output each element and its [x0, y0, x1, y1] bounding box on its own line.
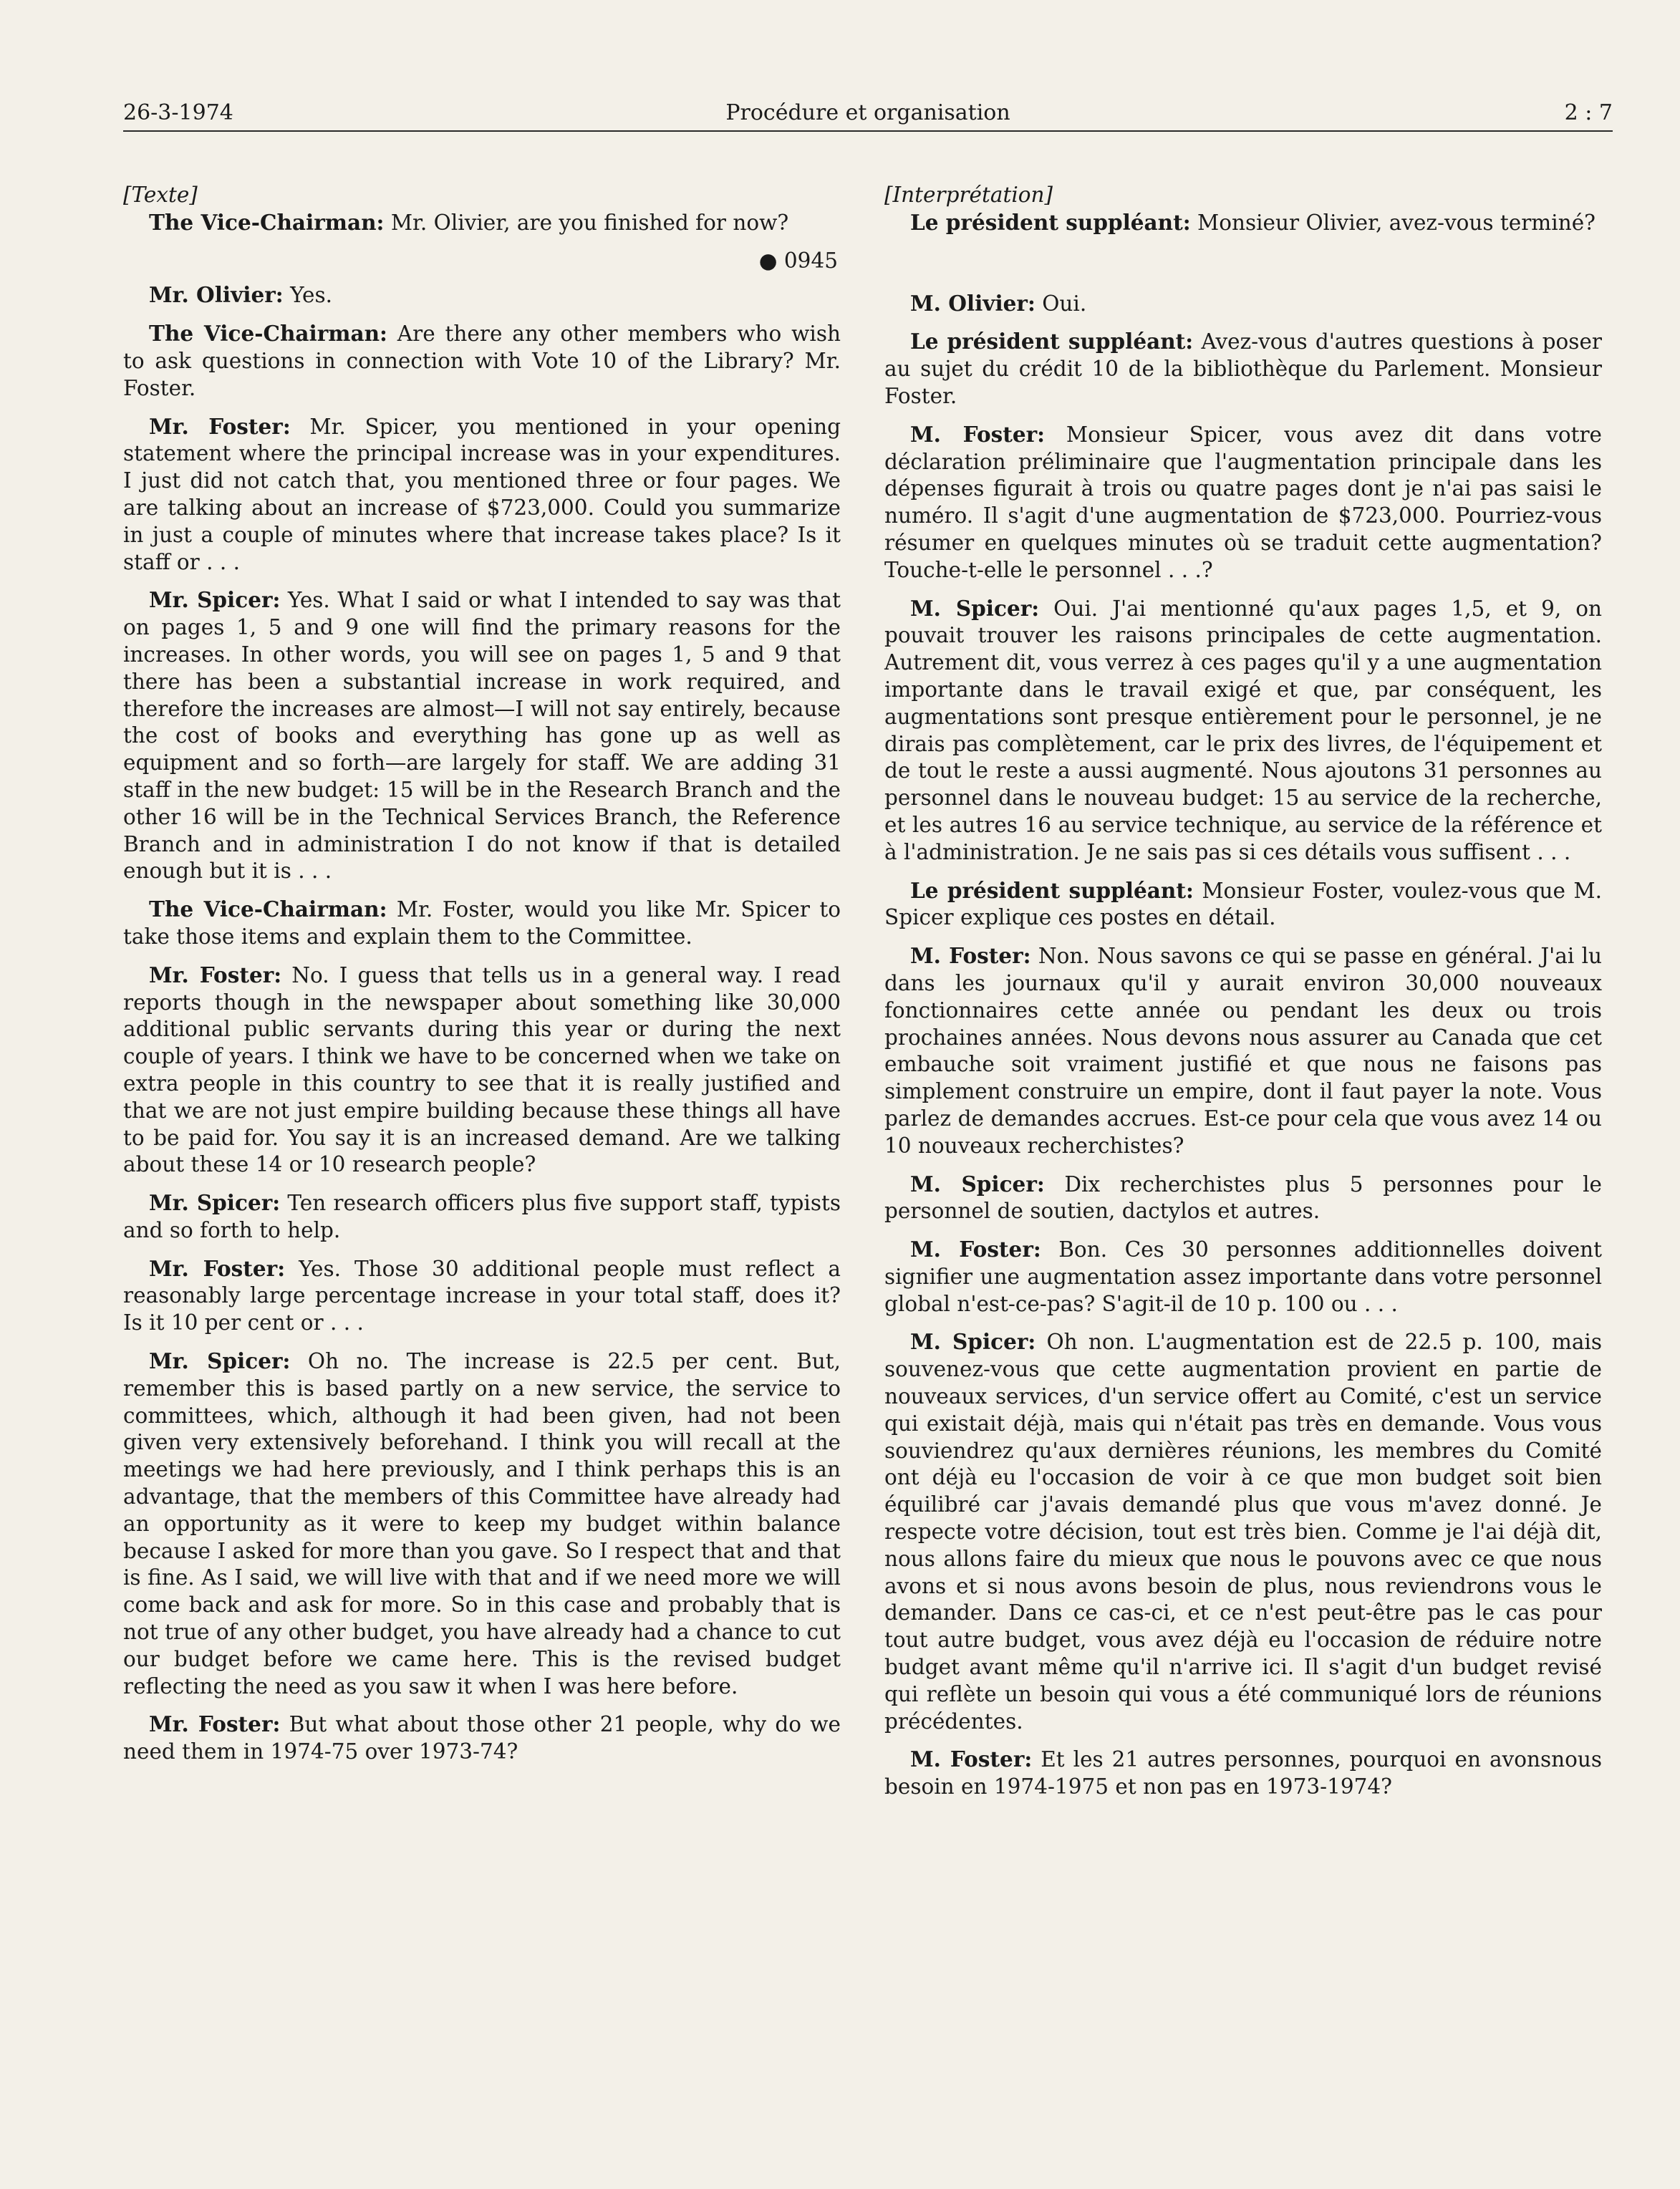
paragraph: [884, 209, 1602, 237]
header-page-number: 2 : 7: [1564, 100, 1613, 125]
speech-text: Yes. What I said or what I intended to say was that on pages 1, 5 and 9 one will find the primary reasons for the increases. In other words, you will see on pages 1, 5 and 9 that there has been a substantial increase in work required, and therefore the increases are almost—I will not say entirely, because the cost of books and everything has gone up as well as equipment and so forth—are largely for staff. We are adding 31 staff in the new budget: 15 will be in the Research Branch and the other 16 will be in the Technical Services Branch, the Reference Branch and in administration I do not know if that is detailed enough but it is . . .: [123, 588, 841, 884]
speech-text: Monsieur Foster, voulez-vous que M. Spicer explique ces postes en détail.: [884, 878, 1603, 930]
paragraph: [123, 320, 841, 402]
speaker: M. Olivier:: [910, 290, 1035, 316]
speech-text: Oui.: [1035, 291, 1087, 316]
speech-text: Oh non. L'augmentation est de 22.5 p. 100, mais souvenez-vous que cette augmentation provient en partie de nouveaux services, d'un service offert au Comité, c'est un service qui existait déjà, mais qui n'était pas très en demande. Vous vous souviendrez qu'aux dernières réunions, les membres du Comité ont déjà eu l'occasion de voir à ce que mon budget soit bien équilibré car j'avais demandé plus que vous m'avez donné. Je respecte votre décision, tout est très bien. Comme je l'ai déjà dit, nous allons faire du mieux que nous le pouvons avec ce que nous avons et si nous avons besoin de plus, nous reviendrons vous le demander. Dans ce cas-ci, et ce n'est peut-être pas le cas pour tout autre budget, vous avez déjà eu l'occasion de réduire notre budget avant même qu'il n'arrive ici. Il s'agit d'un budget revisé qui reflète un besoin qui vous a été communiqué lors de réunions précédentes.: [884, 1330, 1602, 1734]
speaker: Mr. Spicer:: [149, 1190, 281, 1216]
paragraph: [884, 328, 1602, 410]
paragraph: [884, 877, 1602, 932]
paragraph: [884, 1171, 1602, 1226]
speaker: M. Spicer:: [910, 1171, 1045, 1197]
speech-text: But what about those other 21 people, why do we need them in 1974-75 over 1973-74?: [123, 1712, 841, 1764]
paragraph: [884, 942, 1602, 1159]
paragraph: [884, 1746, 1602, 1801]
speech-text: Oui. J'ai mentionné qu'aux pages 1,5, et 9, on pouvait trouver les raisons principales de cette augmentation. Autrement dit, vous verrez à ces pages qu'il y a une augmentation importante dans le travail exigé et que, par conséquent, les augmentations sont presque entièrement pour le personnel, je ne dirais pas complètement, car le prix des livres, de l'équipement et de tout le reste a aussi augmenté. Nous ajoutons 31 personnes au personnel dans le nouveau budget: 15 au service de la recherche, et les autres 16 au service technique, au service de la référence et à l'administration. Je ne sais pas si ces détails vous suffisent . . .: [884, 596, 1603, 864]
speaker: M. Spicer:: [910, 595, 1040, 621]
speaker: Mr. Foster:: [149, 962, 282, 987]
speaker: The Vice-Chairman:: [149, 897, 387, 922]
header-date: 26-3-1974: [123, 100, 233, 125]
paragraph: [123, 586, 841, 885]
french-column: [884, 182, 1602, 1812]
speaker: M. Foster:: [910, 421, 1046, 447]
speech-text: Yes. Those 30 additional people must reflect a reasonably large percentage increase in your total staff, does it? Is it 10 per cent or . . .: [123, 1256, 841, 1335]
paragraph: [884, 595, 1602, 866]
column-label: [Interprétation]: [884, 183, 1053, 207]
speech-text: Yes.: [283, 283, 332, 308]
paragraph: [884, 1236, 1602, 1318]
speaker: Mr. Spicer:: [149, 1348, 291, 1374]
speaker: Le président suppléant:: [910, 329, 1194, 354]
speech-text: Are there any other members who wish to ask questions in connection with Vote 10 of the Library? Mr. Foster.: [123, 322, 841, 400]
paragraph: [884, 1328, 1602, 1735]
speech-text: Mr. Olivier, are you finished for now?: [384, 210, 789, 235]
speaker: M. Foster:: [910, 943, 1031, 969]
speaker: Mr. Foster:: [149, 413, 291, 439]
speaker: Mr. Spicer:: [149, 587, 281, 613]
paragraph: [123, 1711, 841, 1766]
header-title: Procédure et organisation: [725, 100, 1010, 125]
speaker: Mr. Foster:: [149, 1255, 286, 1281]
paragraph: [123, 281, 841, 309]
paragraph: [884, 421, 1602, 584]
speaker: Le président suppléant:: [910, 209, 1191, 235]
speech-text: Mr. Foster, would you like Mr. Spicer to take those items and explain them to the Committee.: [123, 897, 841, 949]
speech-text: Monsieur Olivier, avez-vous terminé?: [1190, 210, 1595, 235]
paragraph: [884, 290, 1602, 318]
page-header: [123, 96, 1613, 132]
time-marker: ● 0945: [758, 248, 838, 273]
speech-text: Avez-vous d'autres questions à poser au sujet du crédit 10 de la bibliothèque du Parlement. Monsieur Foster.: [884, 329, 1603, 408]
speaker: The Vice-Chairman:: [149, 209, 385, 235]
paragraph: [123, 413, 841, 576]
paragraph: [123, 1348, 841, 1700]
speech-text: Et les 21 autres personnes, pourquoi en avonsnous besoin en 1974-1975 et non pas en 1973-1974?: [884, 1747, 1603, 1799]
speaker: The Vice-Chairman:: [149, 321, 387, 347]
speaker: Mr. Foster:: [149, 1711, 281, 1737]
speech-text: Oh no. The increase is 22.5 per cent. But, remember this is based partly on a new service, the service to committees, which, although it had been given, had not been given very extensively beforehand. I think you will recall at the meetings we had here previously, and I think perhaps this is an advantage, that the members of this Committee have already had an opportunity as it were to keep my budget within balance because I asked for more than you gave. So I respect that and that is fine. As I said, we will live with that and if we need more we will come back and ask for more. So in this case and probably that is not true of any other budget, you have already had a chance to cut our budget before we came here. This is the revised budget reflecting the need as you saw it when I was here before.: [123, 1349, 841, 1698]
speaker: Le président suppléant:: [910, 877, 1194, 903]
speaker: M. Foster:: [910, 1237, 1041, 1262]
speaker: Mr. Olivier:: [149, 282, 284, 308]
paragraph: [123, 896, 841, 951]
paragraph: [123, 962, 841, 1179]
paragraph: [123, 209, 841, 237]
paragraph: [123, 1255, 841, 1337]
speaker: M. Foster:: [910, 1746, 1033, 1772]
speaker: M. Spicer:: [910, 1329, 1036, 1355]
speech-text: Ten research officers plus five support staff, typists and so forth to help.: [123, 1191, 841, 1242]
speech-text: Bon. Ces 30 personnes additionnelles doivent signifier une augmentation assez importante dans votre personnel global n'est-ce-pas? S'agit-il de 10 p. 100 ou . . .: [884, 1237, 1603, 1316]
speech-text: Dix recherchistes plus 5 personnes pour le personnel de soutien, dactylos et autres.: [884, 1171, 1602, 1224]
speech-text: Monsieur Spicer, vous avez dit dans votre déclaration préliminaire que l'augmentation principale dans les dépenses figurait à trois ou quatre pages dont je n'ai pas saisi le numéro. Il s'agit d'une augmentation de $723,000. Pourriez-vous résumer en quelques minutes où se traduit cette augmentation? Touche-t-elle le personnel . . .?: [884, 422, 1602, 582]
speech-text: No. I guess that tells us in a general way. I read reports though in the newspaper about something like 30,000 additional public servants during this year or during the next couple of years. I think we have to be concerned when we take on extra people in this country to see that it is really justified and that we are not just empire building because these things all have to be paid for. You say it is an increased demand. Are we talking about these 14 or 10 research people?: [123, 962, 841, 1177]
column-label: [Texte]: [123, 183, 198, 207]
paragraph: [123, 1189, 841, 1245]
speech-text: Non. Nous savons ce qui se passe en général. J'ai lu dans les journaux qu'il y aurait environ 30,000 nouveaux fonctionnaires cette année ou pendant les deux ou trois prochaines années. Nous devons nous assurer au Canada que cet embauche soit vraiment justifié et que nous ne faisons pas simplement construire un empire, dont il faut payer la note. Vous parlez de demandes accrues. Est-ce pour cela que vous avez 14 ou 10 nouveaux recherchistes?: [884, 944, 1602, 1158]
speech-text: Mr. Spicer, you mentioned in your opening statement where the principal increase was in your expenditures. I just did not catch that, you mentioned three or four pages. We are talking about an increase of $723,000. Could you summarize in just a couple of minutes where that increase takes place? Is it staff or . . .: [123, 414, 841, 574]
english-column: [123, 182, 841, 1777]
